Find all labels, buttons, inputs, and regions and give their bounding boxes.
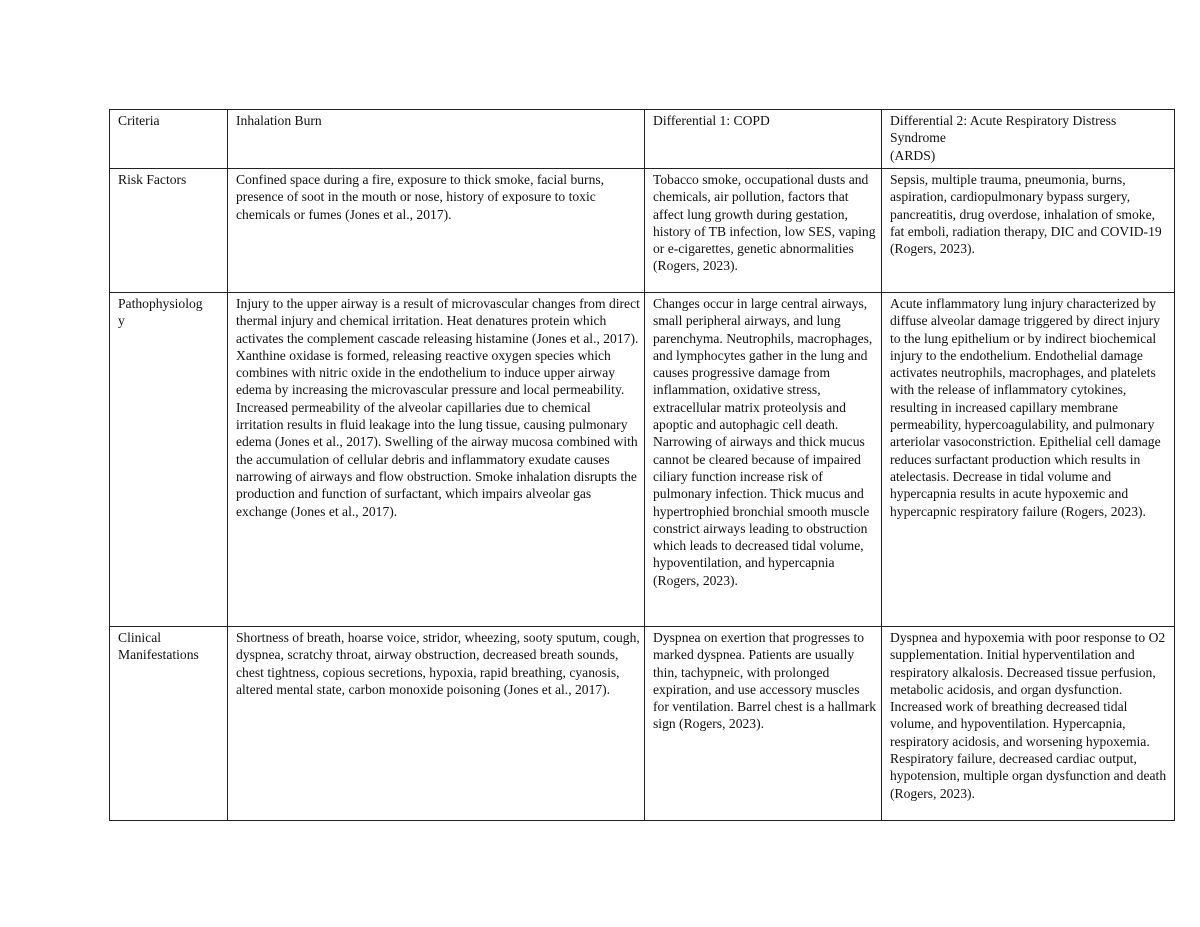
- cell-inhalation-clinical-manifestations: Shortness of breath, hoarse voice, stridor, wheezing, sooty sputum, cough, dyspnea, scratchy throat, airway obstruction, decreased breath sounds, chest tightness, copious secretions, hypoxia, rapid breathing, cyanosis, altered mental state, carbon monoxide poisoning (Jones et al., 2017).: [228, 627, 645, 821]
- table-row: [110, 627, 1175, 821]
- row-label-pathophysiology: Pathophysiolog y: [110, 293, 228, 627]
- header-ards: Differential 2: Acute Respiratory Distress Syndrome (ARDS): [882, 110, 1175, 169]
- cell-ards-clinical-manifestations: Dyspnea and hypoxemia with poor response to O2 supplementation. Initial hyperventilation and respiratory alkalosis. Decreased tissue perfusion, metabolic acidosis, and organ dysfunction. Increased work of breathing decreased tidal volume, and hypoventilation. Hypercapnia, respiratory acidosis, and worsening hypoxemia. Respiratory failure, decreased cardiac output, hypotension, multiple organ dysfunction and death (Rogers, 2023).: [882, 627, 1175, 821]
- comparison-table: [109, 109, 1175, 821]
- table-row: [110, 293, 1175, 627]
- cell-inhalation-risk-factors: Confined space during a fire, exposure to thick smoke, facial burns, presence of soot in the mouth or nose, history of exposure to toxic chemicals or fumes (Jones et al., 2017).: [228, 169, 645, 293]
- header-copd: Differential 1: COPD: [645, 110, 882, 169]
- table-header-row: [110, 110, 1175, 169]
- cell-copd-risk-factors: Tobacco smoke, occupational dusts and chemicals, air pollution, factors that affect lung growth during gestation, history of TB infection, low SES, vaping or e-cigarettes, genetic abnormalities (Rogers, 2023).: [645, 169, 882, 293]
- cell-copd-clinical-manifestations: Dyspnea on exertion that progresses to marked dyspnea. Patients are usually thin, tachypneic, with prolonged expiration, and use accessory muscles for ventilation. Barrel chest is a hallmark sign (Rogers, 2023).: [645, 627, 882, 821]
- cell-ards-risk-factors: Sepsis, multiple trauma, pneumonia, burns, aspiration, cardiopulmonary bypass surgery, pancreatitis, drug overdose, inhalation of smoke, fat emboli, radiation therapy, DIC and COVID-19 (Rogers, 2023).: [882, 169, 1175, 293]
- header-inhalation-burn: Inhalation Burn: [228, 110, 645, 169]
- table-row: [110, 169, 1175, 293]
- cell-copd-pathophysiology: Changes occur in large central airways, small peripheral airways, and lung parenchyma. Neutrophils, macrophages, and lymphocytes gather in the lung and causes progressive damage from inflammation, oxidative stress, extracellular matrix proteolysis and apoptic and autophagic cell death. Narrowing of airways and thick mucus cannot be cleared because of impaired ciliary function increase risk of pulmonary infection. Thick mucus and hypertrophied bronchial smooth muscle constrict airways leading to obstruction which leads to decreased tidal volume, hypoventilation, and hypercapnia (Rogers, 2023).: [645, 293, 882, 627]
- cell-inhalation-pathophysiology: Injury to the upper airway is a result of microvascular changes from direct thermal injury and chemical irritation. Heat denatures protein which activates the complement cascade releasing histamine (Jones et al., 2017). Xanthine oxidase is formed, releasing reactive oxygen species which combines with nitric oxide in the endothelium to induce upper airway edema by increasing the microvascular pressure and local permeability. Increased permeability of the alveolar capillaries due to chemical irritation results in fluid leakage into the lung tissue, causing pulmonary edema (Jones et al., 2017). Swelling of the airway mucosa combined with the accumulation of cellular debris and inflammatory exudate causes narrowing of airways and flow obstruction. Smoke inhalation disrupts the production and function of surfactant, which impairs alveolar gas exchange (Jones et al., 2017).: [228, 293, 645, 627]
- header-criteria: Criteria: [110, 110, 228, 169]
- row-label-risk-factors: Risk Factors: [110, 169, 228, 293]
- cell-ards-pathophysiology: Acute inflammatory lung injury characterized by diffuse alveolar damage triggered by direct injury to the lung epithelium or by indirect biochemical injury to the endothelium. Endothelial damage activates neutrophils, macrophages, and platelets with the release of inflammatory cytokines, resulting in increased capillary membrane permeability, hypercoagulability, and pulmonary arteriolar vasoconstriction. Epithelial cell damage reduces surfactant production which results in atelectasis. Decrease in tidal volume and hypercapnia results in acute hypoxemic and hypercapnic respiratory failure (Rogers, 2023).: [882, 293, 1175, 627]
- row-label-clinical-manifestations: Clinical Manifestations: [110, 627, 228, 821]
